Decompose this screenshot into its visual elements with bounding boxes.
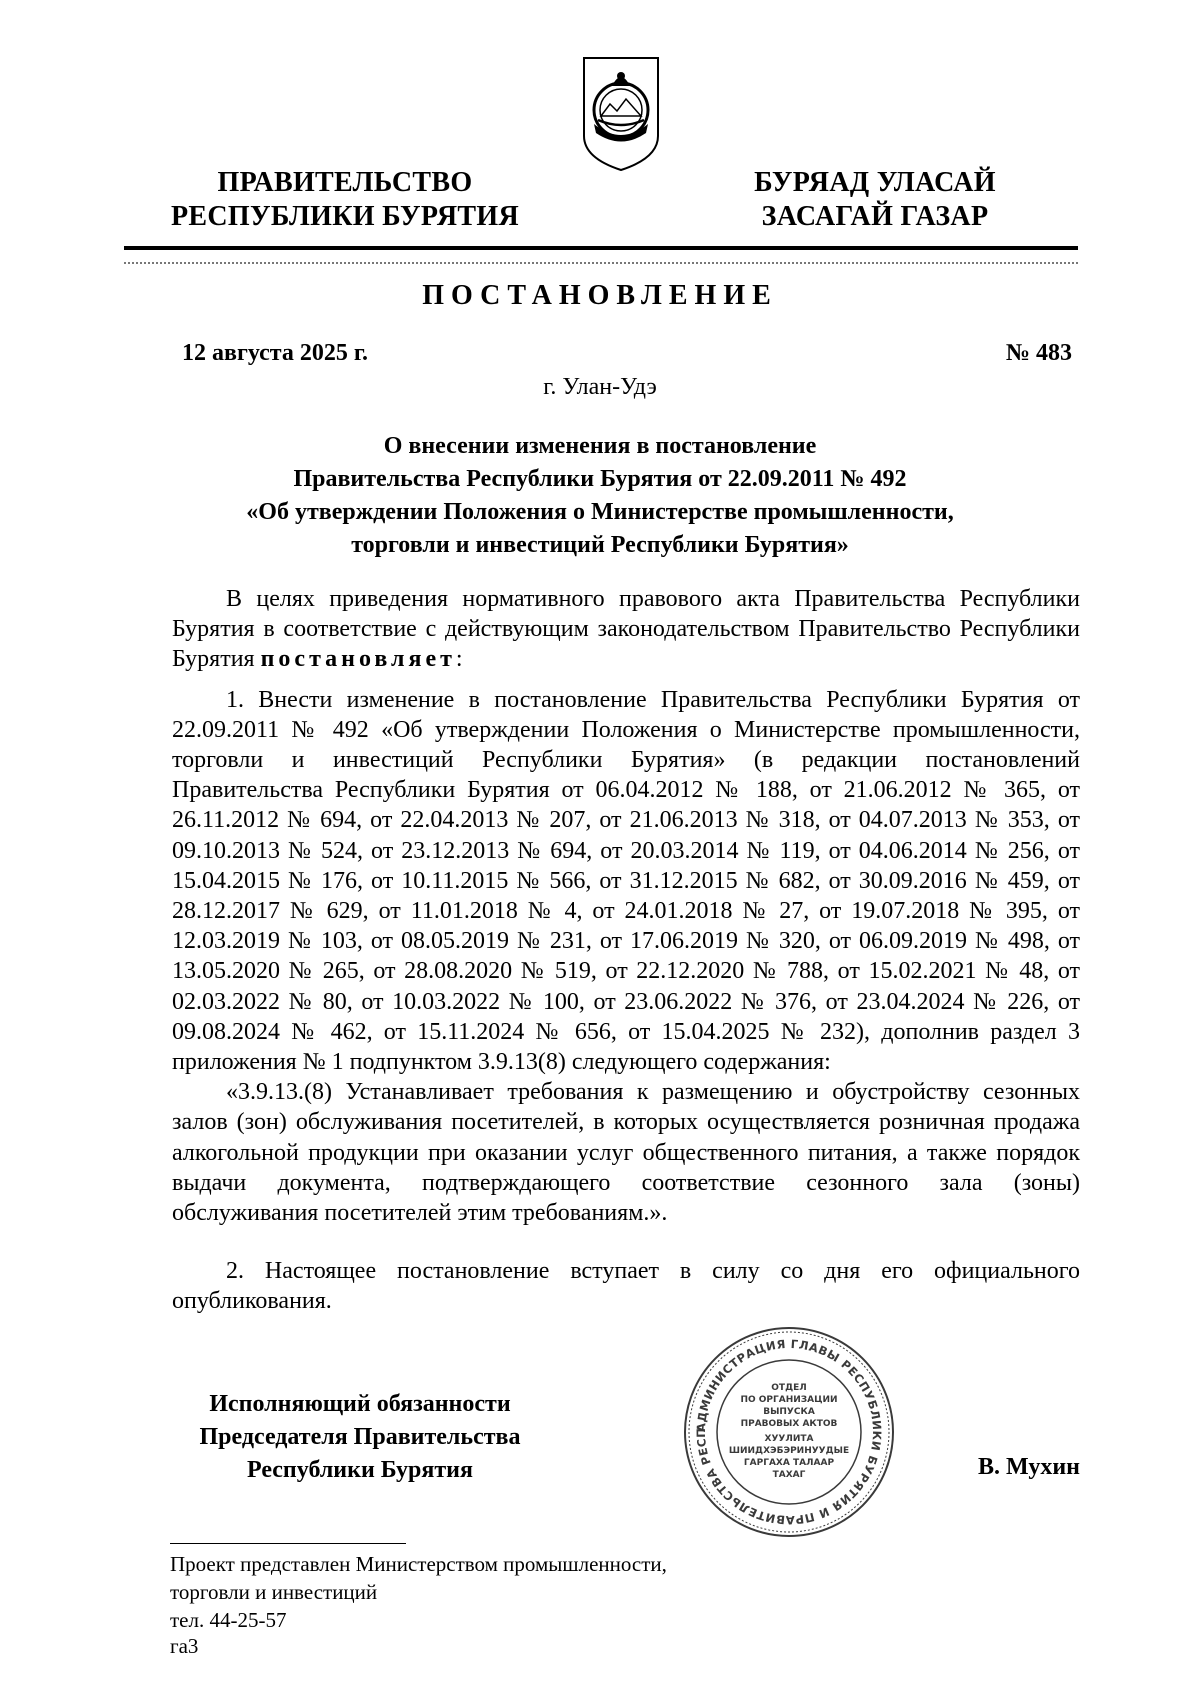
intro-paragraph <box>172 584 1080 675</box>
header-right <box>700 166 1050 234</box>
signature-position <box>160 1388 560 1487</box>
item2-paragraph: 2. Настоящее постановление вступает в силу со дня его официального опубликования. <box>172 1258 1080 1315</box>
signatory-name: В. Мухин <box>978 1454 1080 1480</box>
stamp-line8: ТАХАГ <box>772 1470 806 1480</box>
footer-note <box>170 1550 870 1634</box>
stamp-line4: ПРАВОВЫХ АКТОВ <box>740 1419 838 1429</box>
header-right-line2: ЗАСАГАЙ ГАЗАР <box>761 201 989 232</box>
document-title <box>150 430 1050 562</box>
header-right-line1: БУРЯАД УЛАСАЙ <box>754 167 996 198</box>
footer-line1: Проект представлен Министерством промышленности, <box>170 1552 667 1576</box>
title-line4: торговли и инвестиций Республики Бурятия» <box>351 532 849 558</box>
header-left-line1: ПРАВИТЕЛЬСТВО <box>217 167 473 198</box>
header-left-line2: РЕСПУБЛИКИ БУРЯТИЯ <box>171 201 519 232</box>
stamp-line2: ПО ОРГАНИЗАЦИИ <box>740 1395 838 1405</box>
stamp-line6: ШИИДХЭБЭРИНУУДЫЕ <box>728 1446 850 1456</box>
coat-of-arms-emblem <box>580 54 662 172</box>
document-date: 12 августа 2025 г. <box>182 340 369 366</box>
footer-code: га3 <box>170 1634 199 1658</box>
stamp-line1: ОТДЕЛ <box>771 1383 807 1393</box>
footer-divider <box>170 1543 406 1544</box>
signature-line1: Исполняющий обязанности <box>209 1391 511 1417</box>
title-line3: «Об утверждении Положения о Министерстве промышленности, <box>246 499 954 525</box>
header-divider-dotted <box>124 262 1078 264</box>
title-line1: О внесении изменения в постановление <box>383 433 817 459</box>
header-divider-thick <box>124 246 1078 250</box>
footer-line2: торговли и инвестиций <box>170 1580 378 1604</box>
document-type: ПОСТАНОВЛЕНИЕ <box>422 280 778 311</box>
intro-end: : <box>455 646 463 673</box>
document-number: № 483 <box>1005 340 1072 366</box>
stamp-ring-text: АДМИНИСТРАЦИЯ ГЛАВЫ РЕСПУБЛИКИ БУРЯТИЯ И ПРАВИТЕЛЬСТВА РЕСП <box>693 1336 885 1528</box>
document-city: г. Улан-Удэ <box>543 374 657 400</box>
stamp-line3: ВЫПУСКА <box>763 1407 815 1417</box>
footer-line3: тел. 44-25-57 <box>170 1608 287 1632</box>
decree-word: постановляет <box>260 646 456 673</box>
signature-line3: Республики Бурятия <box>246 1457 473 1483</box>
document-body <box>172 584 1080 1317</box>
header-left <box>150 166 540 234</box>
intro-text: В целях приведения нормативного правового акта Правительства Республики Бурятия в соответствие с действующим законодательством Правительство Республики Бурятия <box>172 586 1080 673</box>
title-line2: Правительства Республики Бурятия от 22.09.2011 № 492 <box>293 466 907 492</box>
quote-paragraph: «3.9.13.(8) Устанавливает требования к размещению и обустройству сезонных залов (зон) обслуживания посетителей, в которых осуществляется розничная продажа алкогольной продукции при оказании услуг общественного питания, а также порядок выдачи документа, подтверждающего соответствие сезонного зала (зоны) обслуживания посетителей этим требованиям.». <box>172 1079 1080 1227</box>
official-stamp <box>681 1324 897 1540</box>
signature-line2: Председателя Правительства <box>199 1424 521 1450</box>
item1-paragraph: 1. Внести изменение в постановление Правительства Республики Бурятия от 22.09.2011 № 492 «Об утверждении Положения о Министерстве промышленности, торговли и инвестиций Республики Бурятия» (в редакции постановлений Правительства Республики Бурятия от 06.04.2012 № 188, от 21.06.2012 № 365, от 26.11.2012 № 694, от 22.04.2013 № 207, от 21.06.2013 № 318, от 04.07.2013 № 353, от 09.10.2013 № 524, от 23.12.2013 № 694, от 20.03.2014 № 119, от 04.06.2014 № 256, от 15.04.2015 № 176, от 10.11.2015 № 566, от 31.12.2015 № 682, от 30.09.2016 № 459, от 28.12.2017 № 629, от 11.01.2018 № 4, от 24.01.2018 № 27, от 19.07.2018 № 395, от 12.03.2019 № 103, от 08.05.2019 № 231, от 17.06.2019 № 320, от 06.09.2019 № 498, от 13.05.2020 № 265, от 28.08.2020 № 519, от 22.12.2020 № 788, от 15.02.2021 № 48, от 02.03.2022 № 80, от 10.03.2022 № 100, от 23.06.2022 № 376, от 23.04.2024 № 226, от 09.08.2024 № 462, от 15.11.2024 № 656, от 15.04.2025 № 232), дополнив раздел 3 приложения № 1 подпунктом 3.9.13(8) следующего содержания: <box>172 686 1080 1076</box>
stamp-line5: ХУУЛИТА <box>764 1434 814 1444</box>
stamp-line7: ГАРГАХА ТАЛААР <box>743 1458 835 1468</box>
